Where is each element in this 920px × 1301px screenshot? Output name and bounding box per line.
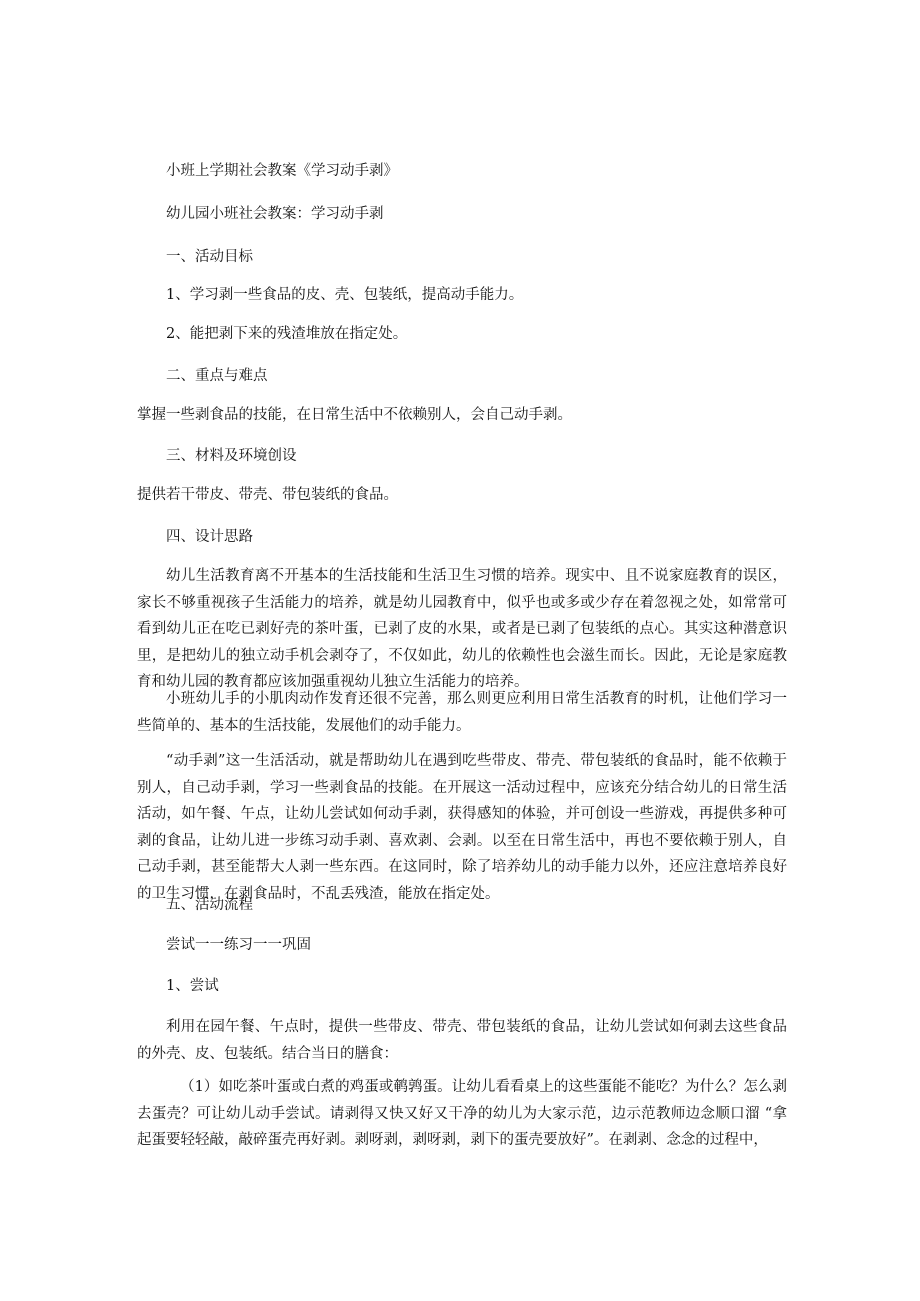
document-subtitle: 幼儿园小班社会教案：学习动手剥	[166, 206, 384, 222]
section-heading-materials: 三、材料及环境创设	[166, 448, 297, 464]
key-points-text: 掌握一些剥食品的技能，在日常生活中不依赖别人，会自己动手剥。	[137, 407, 572, 423]
process-flow: 尝试一一练习一一巩固	[166, 937, 311, 953]
materials-text: 提供若干带皮、带壳、带包装纸的食品。	[137, 487, 398, 503]
step-heading-try: 1、尝试	[166, 978, 219, 994]
goal-item-2: 2、能把剥下来的残渣堆放在指定处。	[166, 326, 408, 342]
design-paragraph-2: 小班幼儿手的小肌肉动作发育还很不完善，那么则更应利用日常生活教育的时机，让他们学习一些简单的、基本的生活技能，发展他们的动手能力。	[137, 691, 787, 734]
step-try-paragraph: 利用在园午餐、午点时，提供一些带皮、带壳、带包装纸的食品，让幼儿尝试如何剥去这些食品的外壳、皮、包装纸。结合当日的膳食：	[137, 1019, 787, 1062]
document-title: 小班上学期社会教案《学习动手剥》	[166, 163, 398, 179]
section-heading-design: 四、设计思路	[166, 529, 253, 545]
section-heading-key-points: 二、重点与难点	[166, 368, 268, 384]
goal-item-1: 1、学习剥一些食品的皮、壳、包装纸，提高动手能力。	[166, 287, 524, 303]
section-heading-process: 五、活动流程	[166, 897, 253, 913]
step-try-sub-item-1: （1）如吃茶叶蛋或白煮的鸡蛋或鹌鹑蛋。让幼儿看看桌上的这些蛋能不能吃？为什么？怎么剥去蛋壳？可让幼儿动手尝试。请剥得又快又好又干净的幼儿为大家示范，边示范教师边念顺口溜 “拿起蛋要轻轻敲，敲碎蛋壳再好剥。剥呀剥，剥呀剥，剥下的蛋壳要放好”。在剥剥、念念的过程中，	[137, 1079, 787, 1148]
design-paragraph-3: “动手剥”这一生活活动，就是帮助幼儿在遇到吃些带皮、带壳、带包装纸的食品时，能不依赖于别人，自己动手剥，学习一些剥食品的技能。在开展这一活动过程中，应该充分结合幼儿的日常生活活动，如午餐、午点，让幼儿尝试如何动手剥，获得感知的体验，并可创设一些游戏，再提供多种可剥的食品，让幼儿进一步练习动手剥、喜欢剥、会剥。以至在日常生活中，再也不要依赖于别人，自己动手剥，甚至能帮大人剥一些东西。在这同时，除了培养幼儿的动手能力以外，还应注意培养良好的卫生习惯，在剥食品时，不乱丢残渣，能放在指定处。	[137, 753, 787, 902]
design-paragraph-1: 幼儿生活教育离不开基本的生活技能和生活卫生习惯的培养。现实中、且不说家庭教育的误区，家长不够重视孩子生活能力的培养，就是幼儿园教育中，似乎也或多或少存在着忽视之处，如常常可看到幼儿正在吃已剥好壳的茶叶蛋，已剥了皮的水果，或者是已剥了包装纸的点心。其实这种潜意识里，是把幼儿的独立动手机会剥夺了，不仅如此，幼儿的依赖性也会滋生而长。因此，无论是家庭教育和幼儿园的教育都应该加强重视幼儿独立生活能力的培养。	[137, 568, 787, 690]
section-heading-goals: 一、活动目标	[166, 249, 253, 265]
